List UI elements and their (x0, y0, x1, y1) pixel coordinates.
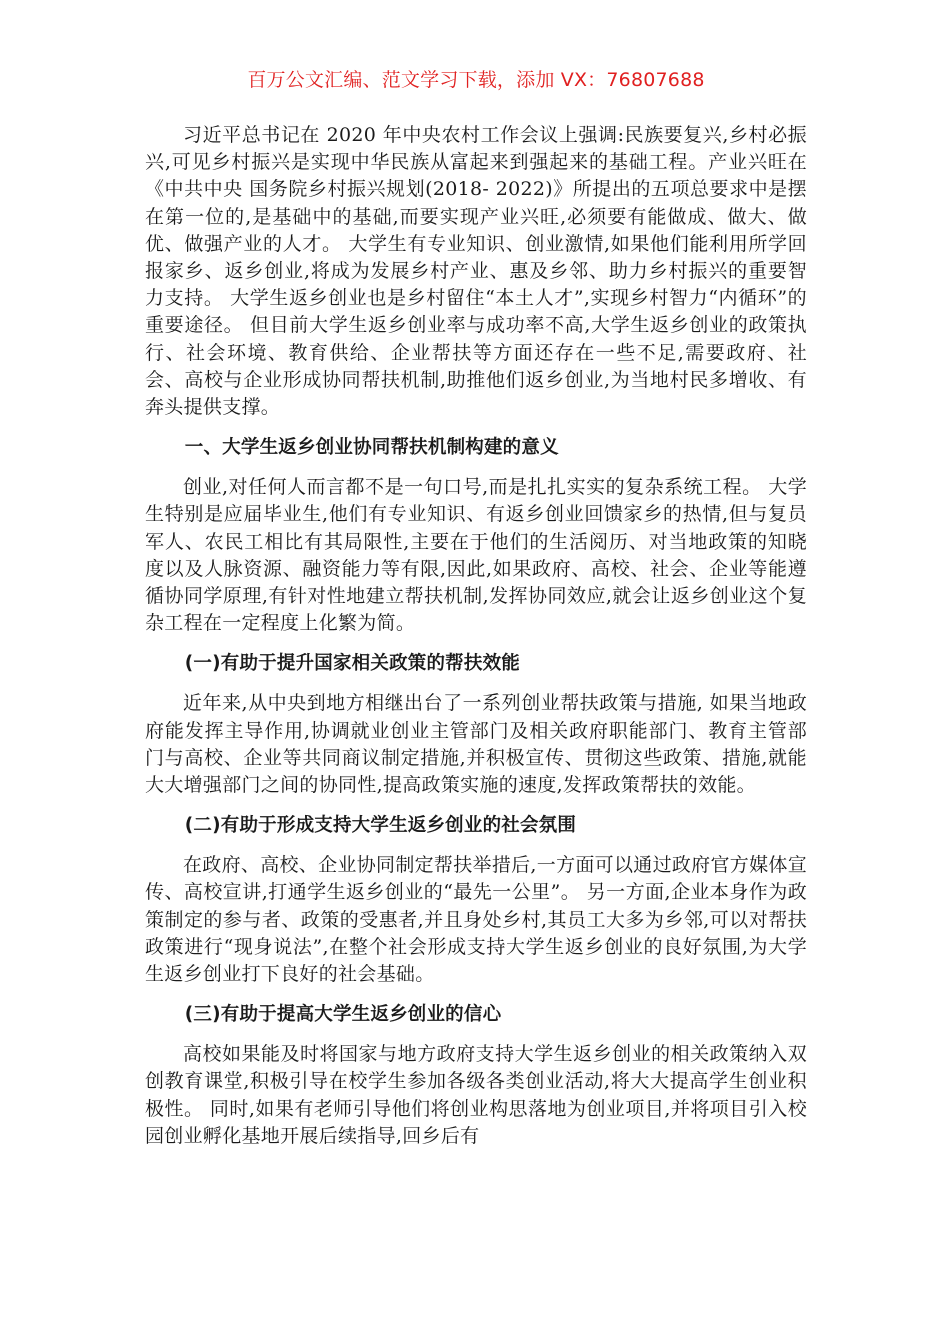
section-1-paragraph: 创业,对任何人而言都不是一句口号,而是扎扎实实的复杂系统工程。 大学生特别是应届毕业生,他们有专业知识、有返乡创业回馈家乡的热情,但与复员军人、农民工相比有其局限性,主要在于他们的生活阅历、对当地政策的知晓度以及人脉资源、融资能力等有限,因此,如果政府、高校、社会、企业等能遵循协同学原理,有针对性地建立帮扶机制,发挥协同效应,就会让返乡创业这个复杂工程在一定程度上化繁为简。 (145, 476, 807, 635)
subsection-1-paragraph: 近年来,从中央到地方相继出台了一系列创业帮扶政策与措施, 如果当地政府能发挥主导作用,协调就业创业主管部门及相关政府职能部门、教育主管部门与高校、企业等共同商议制定措施,并积极宣传、贯彻这些政策、措施,就能大大增强部门之间的协同性,提高政策实施的速度,发挥政策帮扶的效能。 (145, 692, 807, 797)
subsection-heading-3: (三)有助于提高大学生返乡创业的信心 (184, 1004, 502, 1026)
watermark-banner: 百万公文汇编、范文学习下载，添加 VX：76807688 (247, 69, 705, 91)
document-page (145, 66, 807, 1150)
subsection-heading-2: (二)有助于形成支持大学生返乡创业的社会氛围 (184, 815, 577, 837)
subsection-2-paragraph: 在政府、高校、企业协同制定帮扶举措后,一方面可以通过政府官方媒体宣传、高校宣讲,打通学生返乡创业的“最先一公里”。 另一方面,企业本身作为政策制定的参与者、政策的受惠者,并且身处乡村,其员工大多为乡邻,可以对帮扶政策进行“现身说法”,在整个社会形成支持大学生返乡创业的良好氛围,为大学生返乡创业打下良好的社会基础。 (145, 854, 807, 986)
subsection-3-paragraph: 高校如果能及时将国家与地方政府支持大学生返乡创业的相关政策纳入双创教育课堂,积极引导在校学生参加各级各类创业活动,将大大提高学生创业积极性。 同时,如果有老师引导他们将创业构思落地为创业项目,并将项目引入校园创业孵化基地开展后续指导,回乡后有 (145, 1043, 807, 1147)
section-heading-1: 一、大学生返乡创业协同帮扶机制构建的意义 (184, 437, 559, 459)
subsection-heading-1: (一)有助于提升国家相关政策的帮扶效能 (184, 653, 520, 675)
intro-paragraph: 习近平总书记在 2020 年中央农村工作会议上强调:民族要复兴,乡村必振兴,可见乡村振兴是实现中华民族从富起来到强起来的基础工程。产业兴旺在《中共中央 国务院乡村振兴规划(2018- 2022)》所提出的五项总要求中是摆在第一位的,是基础中的基础,而要实现产业兴旺,必须要有能做成、做大、做优、做强产业的人才。 大学生有专业知识、创业激情,如果他们能利用所学回报家乡、返乡创业,将成为发展乡村产业、惠及乡邻、助力乡村振兴的重要智力支持。 大学生返乡创业也是乡村留住“本土人才”,实现乡村智力“内循环”的重要途径。 但目前大学生返乡创业率与成功率不高,大学生返乡创业的政策执行、社会环境、教育供给、企业帮扶等方面还存在一些不足,需要政府、社会、高校与企业形成协同帮扶机制,助推他们返乡创业,为当地村民多增收、有奔头提供支撑。 (145, 124, 807, 419)
